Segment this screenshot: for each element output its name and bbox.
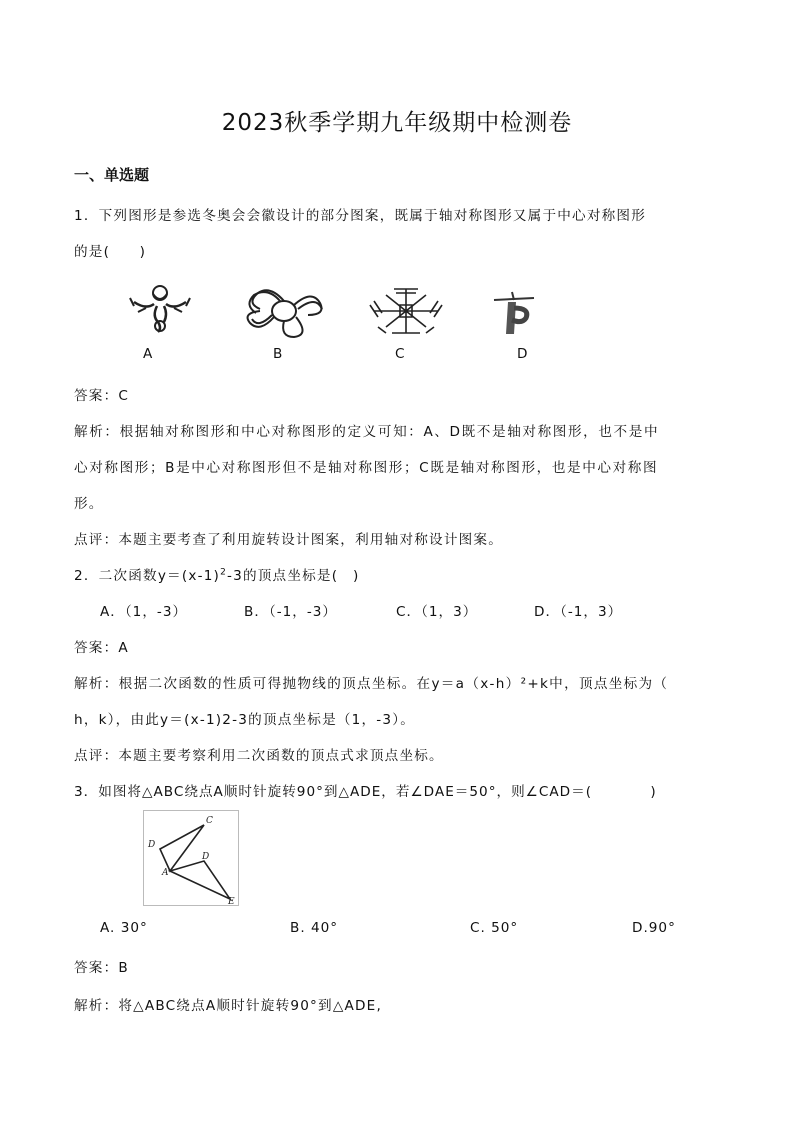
q3-stem: 3．如图将△ABC绕点A顺时针旋转90°到△ADE，若∠DAE＝50°，则∠CAD＝( ) — [74, 784, 657, 800]
q1-analysis-line3: 形。 — [74, 496, 104, 512]
q1-answer: 答案：C — [74, 388, 130, 404]
q3-diagram — [143, 810, 239, 906]
q3-answer: 答案：B — [74, 960, 129, 976]
q1-analysis-line1: 解析：根据轴对称图形和中心对称图形的定义可知：A、D既不是轴对称图形，也不是中 — [74, 424, 660, 440]
q2-stem-pre: 2．二次函数y＝(x-1) — [74, 568, 221, 584]
q2-option-a: A．（1，-3） — [100, 604, 188, 620]
q2-stem — [74, 564, 360, 584]
page-title: 2023秋季学期九年级期中检测卷 — [221, 110, 573, 136]
q3-point-d: D — [202, 852, 210, 862]
q1-stem-line1: 1．下列图形是参选冬奥会会徽设计的部分图案，既属于轴对称图形又属于中心对称图形 — [74, 208, 647, 224]
figure-b-label: B — [273, 346, 283, 362]
figure-a-emblem — [124, 280, 200, 338]
q3-option-b: B. 40° — [290, 920, 339, 936]
q3-point-c: C — [206, 816, 213, 826]
q2-option-c: C．（1，3） — [396, 604, 478, 620]
q3-option-d: D.90° — [632, 920, 676, 936]
q1-comment: 点评：本题主要考查了利用旋转设计图案，利用轴对称设计图案。 — [74, 532, 504, 548]
figure-d-label: D — [517, 346, 528, 362]
q2-analysis-line2: h，k），由此y＝(x-1)2-3的顶点坐标是（1，-3）。 — [74, 712, 416, 728]
q2-stem-post: -3的顶点坐标是( ) — [227, 568, 360, 584]
q2-stem-exponent: 2 — [220, 567, 227, 578]
figure-c-snowflake — [366, 283, 446, 339]
q2-answer: 答案：A — [74, 640, 129, 656]
figure-c-label: C — [395, 346, 405, 362]
figure-d-character — [490, 290, 540, 336]
q3-triangle-diagram — [144, 811, 238, 905]
q2-option-b: B．（-1，-3） — [244, 604, 338, 620]
q2-comment: 点评：本题主要考察利用二次函数的顶点式求顶点坐标。 — [74, 748, 444, 764]
q2-analysis-line1: 解析：根据二次函数的性质可得抛物线的顶点坐标。在y＝a（x-h）²+k中，顶点坐标为（ — [74, 676, 669, 692]
q3-point-d-left: D — [148, 840, 156, 850]
q3-point-a: A — [162, 868, 169, 878]
q3-option-a: A. 30° — [100, 920, 148, 936]
figure-a-label: A — [143, 346, 153, 362]
q1-stem-line2: 的是( ) — [74, 244, 147, 260]
q3-analysis-line1: 解析：将△ABC绕点A顺时针旋转90°到△ADE, — [74, 998, 382, 1014]
q3-option-c: C. 50° — [470, 920, 519, 936]
section-heading: 一、单选题 — [74, 166, 150, 184]
q1-analysis-line2: 心对称图形；B是中心对称图形但不是轴对称图形；C既是轴对称图形，也是中心对称图 — [74, 460, 659, 476]
q2-option-d: D．（-1，3） — [534, 604, 623, 620]
figure-b-knot — [240, 283, 328, 339]
q3-point-e: E — [228, 897, 235, 905]
